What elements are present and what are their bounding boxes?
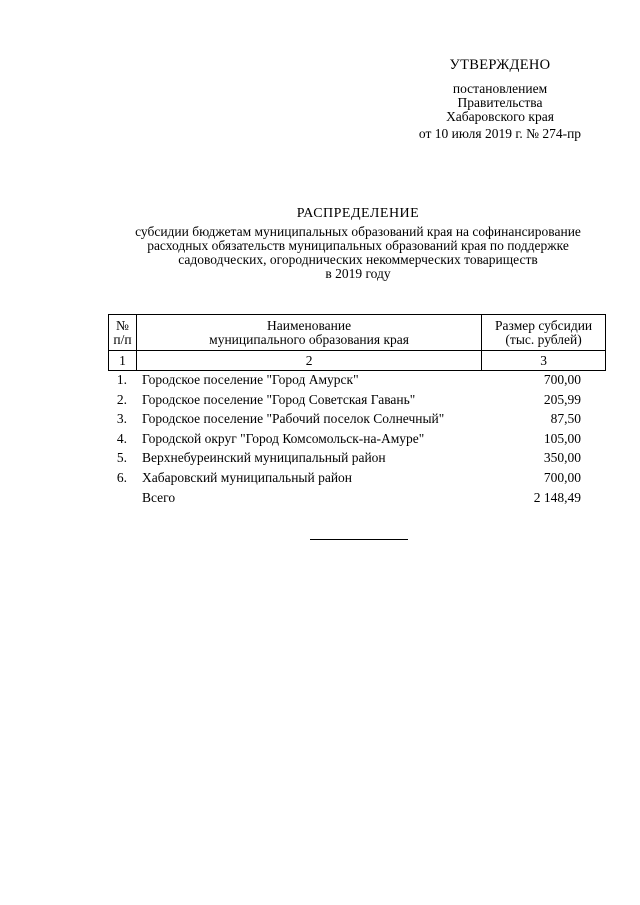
row-name: Городское поселение "Город Амурск"	[142, 372, 359, 387]
row-amount: 205,99	[543, 391, 581, 407]
end-divider	[310, 539, 408, 540]
row-amount: 87,50	[550, 411, 581, 427]
header-row	[109, 315, 606, 351]
approval-line-3: Хабаровского края	[446, 109, 554, 124]
row-amount: 105,00	[543, 430, 581, 446]
approval-stamp	[400, 58, 600, 141]
table-row	[108, 431, 606, 451]
row-num: 6.	[116, 469, 127, 485]
distribution-rows	[108, 372, 606, 509]
approval-date: от 10 июля 2019 г. № 274-пр	[418, 126, 582, 141]
document-subtitle	[100, 225, 616, 281]
approved-label: УТВЕРЖДЕНО	[449, 57, 551, 73]
total-row	[108, 490, 606, 510]
approval-line-1: постановлением	[452, 81, 548, 96]
col-number-3: 3	[482, 351, 606, 371]
header-amount: Размер субсидии (тыс. рублей)	[482, 315, 606, 351]
table-row	[108, 392, 606, 412]
subtitle-line: садоводческих, огороднических некоммерческих товариществ	[178, 252, 538, 267]
subtitle-line: субсидии бюджетам муниципальных образований края на софинансирование	[135, 224, 581, 239]
table-row	[108, 450, 606, 470]
table-row	[108, 470, 606, 490]
row-amount: 700,00	[543, 372, 581, 387]
table-row	[108, 411, 606, 431]
row-num: 2.	[116, 391, 127, 407]
total-label: Всего	[142, 489, 176, 505]
document-title: РАСПРЕДЕЛЕНИЕ	[296, 206, 420, 221]
row-amount: 350,00	[543, 450, 581, 466]
row-name: Городское поселение "Город Советская Гавань"	[142, 391, 416, 407]
row-name: Хабаровский муниципальный район	[142, 469, 353, 485]
col-number-1: 1	[109, 351, 137, 371]
subtitle-line: расходных обязательств муниципальных образований края по поддержке	[147, 238, 569, 253]
row-name: Верхнебуреинский муниципальный район	[142, 450, 386, 466]
row-amount: 700,00	[543, 469, 581, 485]
row-num: 1.	[116, 372, 127, 387]
row-num: 3.	[116, 411, 127, 427]
approval-line-2: Правительства	[457, 95, 543, 110]
total-amount: 2 148,49	[533, 489, 581, 505]
col-number-2: 2	[136, 351, 481, 371]
column-number-row	[109, 351, 606, 371]
subtitle-line: в 2019 году	[325, 266, 391, 281]
row-num: 4.	[116, 430, 127, 446]
header-name: Наименование муниципального образования края	[136, 315, 481, 351]
table-row	[108, 372, 606, 392]
distribution-table-header	[108, 314, 606, 371]
row-name: Городской округ "Город Комсомольск-на-Амуре"	[142, 430, 425, 446]
header-num: № п/п	[109, 315, 137, 351]
row-num: 5.	[116, 450, 127, 466]
row-name: Городское поселение "Рабочий поселок Солнечный"	[142, 411, 445, 427]
